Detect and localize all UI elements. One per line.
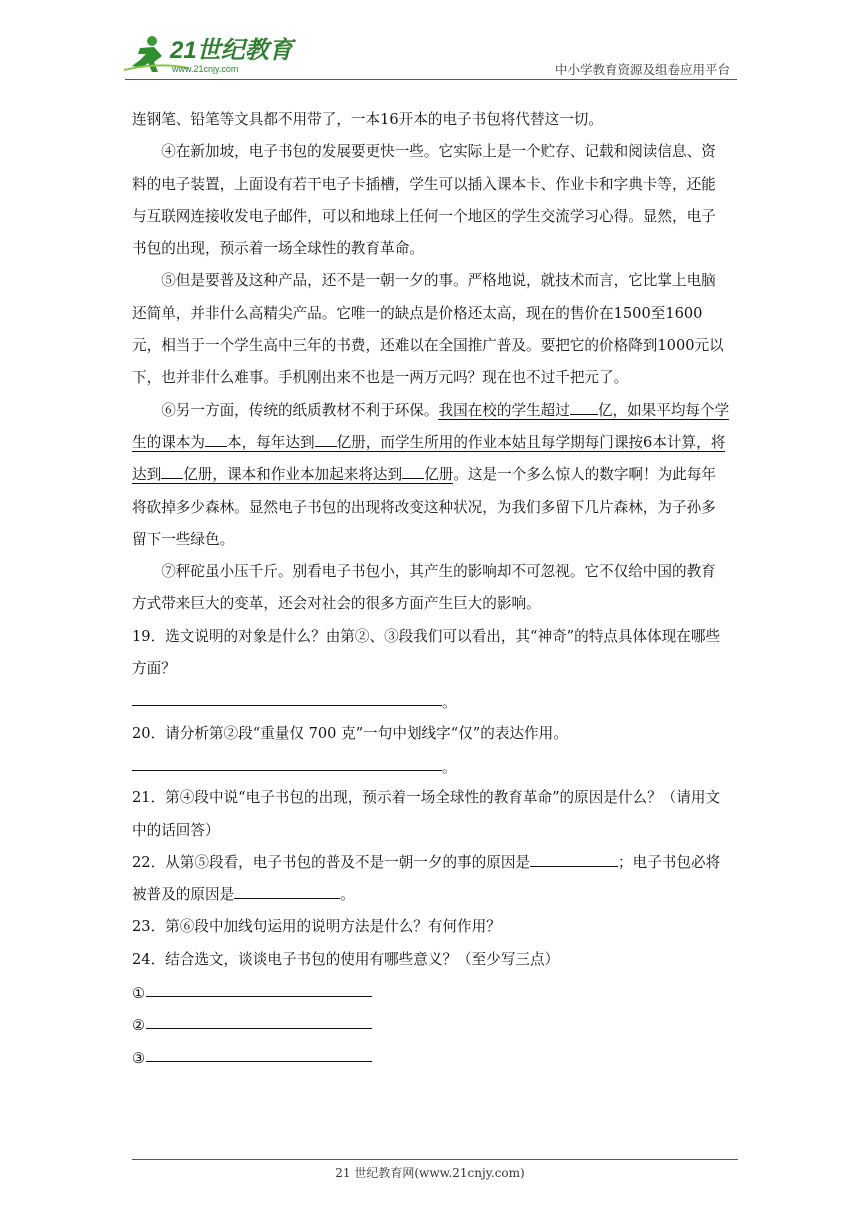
answer-end-20: 。 — [442, 758, 457, 776]
paragraph-6-rest: 。这是一个多么惊人的数字啊！为此每年将砍掉多少森林。显然电子书包的出现将改变这种状况，为我们多留下几片森林，为子孙多留下一些绿色。 — [132, 466, 717, 548]
question-20: 20．请分析第②段“重量仅 700 克”一句中划线字“仅”的表达作用。 — [132, 724, 568, 742]
answer-line-24-1[interactable] — [132, 976, 730, 1008]
answer-line-24-3[interactable] — [132, 1041, 730, 1073]
blank-4 — [161, 462, 183, 479]
hl-text-3: 本，每年达到 — [226, 433, 315, 451]
answer-line-24-2[interactable] — [132, 1008, 730, 1040]
q22-text-c: 。 — [340, 886, 355, 904]
blank-2 — [205, 430, 227, 447]
paragraph-6 — [132, 395, 730, 556]
hl-text-1: 我国在校的学生超过 — [438, 401, 570, 419]
question-23: 23．第⑥段中加线句运用的说明方法是什么？有何作用？ — [132, 918, 501, 936]
paragraph-5: ⑤但是要普及这种产品，还不是一朝一夕的事。严格地说，就技术而言，它比掌上电脑还简单，并非什么高精尖产品。它唯一的缺点是价格还太高，现在的售价在1500至1600元，相当于一个学生高中三年的书费，还难以在全国推广普及。要把它的价格降到1000元以下，也并非什么难事。手机刚出来不也是一两万元吗？现在也不过千把元了。 — [132, 272, 724, 387]
answer-marker-1: ① — [132, 985, 146, 1003]
paragraph-continued: 连钢笔、铅笔等文具都不用带了，一本16开本的电子书包将代替这一切。 — [132, 111, 603, 128]
paragraph-6-intro: ⑥另一方面，传统的纸质教材不利于环保。 — [161, 401, 439, 419]
question-22 — [132, 847, 730, 912]
paragraph-7: ⑦秤砣虽小压千斤。别看电子书包小，其产生的影响却不可忽视。它不仅给中国的教育方式带来巨大的变革，还会对社会的很多方面产生巨大的影响。 — [132, 563, 716, 613]
hl-text-4: 亿册，而学生所用的作业本姑且每学期每门课按6本计算，将达到 — [132, 433, 726, 484]
answer-blank-22a[interactable] — [530, 850, 618, 867]
blank-1 — [570, 398, 598, 415]
footer-divider — [132, 1159, 738, 1160]
svg-text:www.21cnjy.com: www.21cnjy.com — [172, 64, 239, 74]
question-21: 21．第④段中说“电子书包的出现，预示着一场全球性的教育革命”的原因是什么？（请用文中的话回答） — [132, 789, 721, 839]
paragraph-4: ④在新加坡，电子书包的发展要更快一些。它实际上是一个贮存、记载和阅读信息、资料的电子装置，上面设有若干电子卡插槽，学生可以插入课本卡、作业卡和字典卡等，还能与互联网连接收发电子邮件，可以和地球上任何一个地区的学生交流学习心得。显然，电子书包的出现，预示着一场全球性的教育革命。 — [132, 143, 716, 258]
page-footer: 21 世纪教育网(www.21cnjy.com) — [335, 1166, 525, 1180]
answer-marker-2: ② — [132, 1017, 146, 1035]
site-logo — [118, 32, 298, 76]
answer-end-19: 。 — [442, 694, 457, 712]
answer-line-19[interactable] — [132, 685, 730, 717]
hl-text-2: 亿，如果平均每个学生的课本为 — [132, 401, 730, 451]
q22-text-b: ；电子书包必将被普及的原因是 — [132, 853, 721, 904]
svg-text:21世纪教育: 21世纪教育 — [170, 37, 293, 64]
question-24: 24．结合选文，谈谈电子书包的使用有哪些意义？（至少写三点） — [132, 950, 560, 968]
site-label: 中小学教育资源及组卷应用平台 — [554, 62, 730, 77]
header-divider — [125, 79, 737, 80]
document-body — [132, 104, 730, 1073]
q22-text-a: 22．从第⑤段看，电子书包的普及不是一朝一夕的事的原因是 — [132, 853, 531, 871]
hl-text-5: 亿册，课本和作业本加起来将达到 — [183, 466, 403, 484]
blank-3 — [315, 430, 337, 447]
question-19: 19．选文说明的对象是什么？由第②、③段我们可以看出，其“神奇”的特点具体体现在哪些方面？ — [132, 627, 721, 678]
page-header — [118, 32, 738, 80]
answer-blank-22b[interactable] — [234, 882, 340, 899]
blank-5 — [402, 462, 424, 479]
answer-marker-3: ③ — [132, 1049, 146, 1067]
hl-text-6: 亿册 — [424, 466, 454, 484]
answer-line-20[interactable] — [132, 750, 730, 782]
